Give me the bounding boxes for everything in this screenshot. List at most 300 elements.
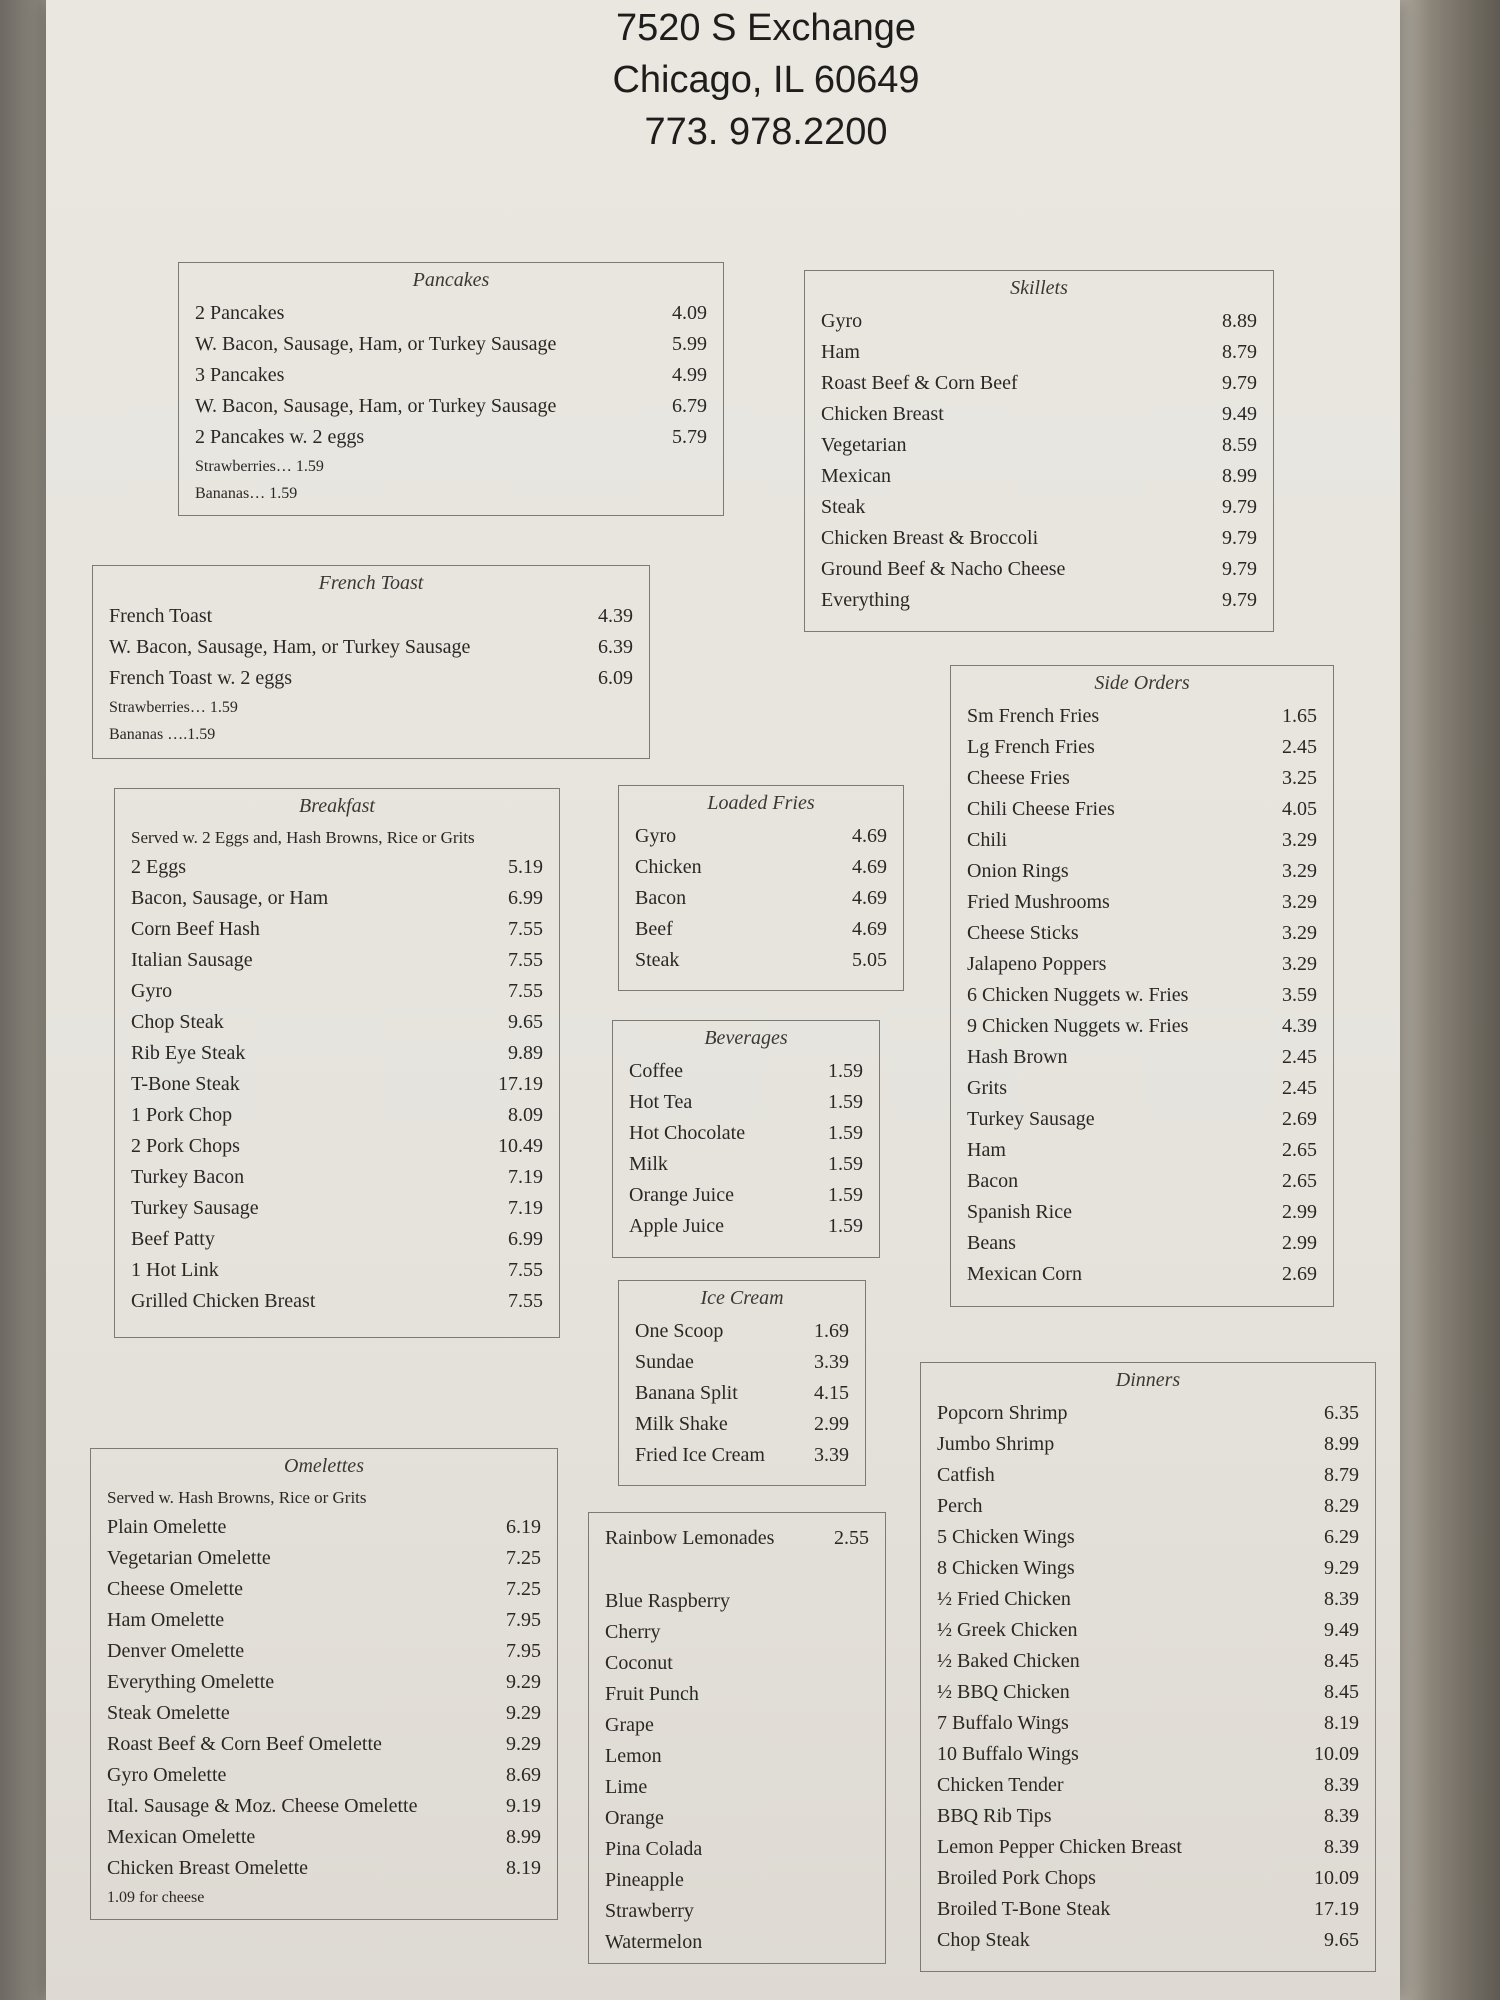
menu-item-row [967,918,1317,949]
menu-item-price: 3.39 [814,1444,849,1466]
menu-item-row [937,1832,1359,1863]
menu-item-row [629,1149,863,1180]
menu-item-row [967,1104,1317,1135]
menu-item-name: Beans [967,1232,1016,1254]
menu-item-price: 3.39 [814,1351,849,1373]
restaurant-header [546,2,986,158]
menu-item-name: 9 Chicken Nuggets w. Fries [967,1015,1189,1037]
menu-item-price: 7.55 [508,980,543,1002]
menu-item-name: Orange Juice [629,1184,734,1206]
menu-item-name: Turkey Sausage [131,1197,259,1219]
menu-item-price: 3.59 [1282,984,1317,1006]
menu-item-price: 8.45 [1324,1681,1359,1703]
menu-item-row [635,914,887,945]
menu-item-name: W. Bacon, Sausage, Ham, or Turkey Sausage [195,333,557,355]
menu-item-price: 2.45 [1282,1077,1317,1099]
menu-item-price: 8.45 [1324,1650,1359,1672]
menu-item-row [937,1584,1359,1615]
menu-item-name: Jumbo Shrimp [937,1433,1055,1455]
menu-item-name: ½ Greek Chicken [937,1619,1078,1641]
menu-item-price: 1.59 [828,1215,863,1237]
section-title: French Toast [318,572,424,594]
menu-item-row [195,329,707,360]
menu-item-row [635,1409,849,1440]
menu-item-row [195,360,707,391]
menu-item-name: Mexican [821,465,891,487]
menu-item-name: One Scoop [635,1320,724,1342]
section-title: Loaded Fries [707,792,815,814]
menu-item-row [937,1646,1359,1677]
menu-item-row [107,1853,541,1884]
menu-item-price: 4.39 [1282,1015,1317,1037]
menu-item-price: 6.99 [508,887,543,909]
menu-item-row [967,1011,1317,1042]
french-toast-section [92,565,650,759]
menu-item-name: 10 Buffalo Wings [937,1743,1079,1765]
menu-item-row [109,663,633,694]
menu-item-price: 7.55 [508,949,543,971]
menu-item-price: 8.39 [1324,1588,1359,1610]
menu-item-row [821,492,1257,523]
menu-item-name: Beef Patty [131,1228,215,1250]
section-note: Bananas ….1.59 [109,726,216,743]
menu-item-name: Bacon [967,1170,1019,1192]
menu-item-row [629,1087,863,1118]
menu-item-price: 8.29 [1324,1495,1359,1517]
menu-item-name: Ital. Sausage & Moz. Cheese Omelette [107,1795,418,1817]
menu-item-name: 6 Chicken Nuggets w. Fries [967,984,1189,1006]
menu-item-row [821,554,1257,585]
menu-item-name: Sundae [635,1351,694,1373]
menu-item-row [821,523,1257,554]
menu-item-price: 8.39 [1324,1836,1359,1858]
lemonade-flavor: Blue Raspberry [605,1590,730,1612]
menu-item-price: 9.65 [508,1011,543,1033]
lemonade-flavor: Strawberry [605,1900,694,1922]
menu-item-price: 6.29 [1324,1526,1359,1548]
menu-item-row [821,461,1257,492]
menu-item-price: 2.99 [1282,1232,1317,1254]
lemonades-price: 2.55 [834,1527,869,1549]
menu-item-row [109,601,633,632]
section-note: Strawberries… 1.59 [109,699,238,716]
menu-item-price: 9.29 [506,1671,541,1693]
menu-item-row [107,1667,541,1698]
menu-item-price: 8.89 [1222,310,1257,332]
menu-item-name: Banana Split [635,1382,738,1404]
menu-item-price: 2.99 [814,1413,849,1435]
address-line: 7520 S Exchange [615,7,916,49]
menu-item-price: 5.99 [672,333,707,355]
menu-item-price: 5.79 [672,426,707,448]
lemonade-flavor: Orange [605,1807,664,1829]
menu-item-price: 7.25 [506,1547,541,1569]
menu-item-row [967,856,1317,887]
menu-item-price: 9.49 [1324,1619,1359,1641]
lemonade-flavor: Fruit Punch [605,1683,699,1705]
lemonade-flavor: Pina Colada [605,1838,703,1860]
menu-item-name: 8 Chicken Wings [937,1557,1075,1579]
menu-item-name: Turkey Sausage [967,1108,1095,1130]
menu-item-row [821,368,1257,399]
menu-item-row [937,1460,1359,1491]
menu-item-price: 1.59 [828,1153,863,1175]
menu-item-name: T-Bone Steak [131,1073,240,1095]
menu-item-price: 4.09 [672,302,707,324]
menu-item-name: Gyro [131,980,173,1002]
lemonade-flavor: Lemon [605,1745,662,1767]
menu-item-row [131,1131,543,1162]
menu-item-name: 2 Pancakes w. 2 eggs [195,426,365,448]
menu-item-price: 6.99 [508,1228,543,1250]
menu-item-price: 7.95 [506,1640,541,1662]
menu-item-price: 2.69 [1282,1263,1317,1285]
menu-item-row [967,1135,1317,1166]
menu-item-row [967,949,1317,980]
menu-item-price: 2.65 [1282,1170,1317,1192]
menu-item-name: Broiled Pork Chops [937,1867,1096,1889]
menu-item-name: 5 Chicken Wings [937,1526,1075,1548]
menu-item-row [107,1543,541,1574]
menu-item-row [107,1698,541,1729]
menu-item-price: 1.69 [814,1320,849,1342]
phone-line: 773. 978.2200 [644,111,888,153]
menu-item-price: 7.95 [506,1609,541,1631]
menu-item-name: Everything [821,589,910,611]
menu-item-name: Chicken [635,856,702,878]
menu-item-row [107,1636,541,1667]
menu-item-row [635,852,887,883]
menu-item-price: 8.39 [1324,1805,1359,1827]
menu-item-row [967,701,1317,732]
menu-item-price: 4.99 [672,364,707,386]
menu-item-price: 1.59 [828,1184,863,1206]
menu-item-row [937,1801,1359,1832]
menu-item-price: 17.19 [498,1073,543,1095]
menu-item-price: 9.65 [1324,1929,1359,1951]
menu-item-name: Ground Beef & Nacho Cheese [821,558,1066,580]
menu-item-name: BBQ Rib Tips [937,1805,1052,1827]
lemonades-section [588,1512,886,1964]
menu-item-price: 4.69 [852,887,887,909]
menu-item-price: 8.99 [1222,465,1257,487]
menu-item-name: Lg French Fries [967,736,1095,758]
menu-item-row [629,1211,863,1242]
menu-item-price: 1.65 [1282,705,1317,727]
menu-item-row [107,1791,541,1822]
menu-item-row [131,1069,543,1100]
menu-item-row [967,1228,1317,1259]
lemonade-flavor: Cherry [605,1621,661,1643]
menu-item-price: 6.39 [598,636,633,658]
menu-item-price: 2.99 [1282,1201,1317,1223]
menu-item-price: 5.05 [852,949,887,971]
menu-item-row [635,1316,849,1347]
menu-item-row [937,1398,1359,1429]
menu-item-row [131,1255,543,1286]
dinners-section [920,1362,1376,1972]
menu-item-price: 17.19 [1314,1898,1359,1920]
menu-item-name: Jalapeno Poppers [967,953,1107,975]
section-note: 1.09 for cheese [107,1889,205,1906]
menu-item-name: Ham [967,1139,1006,1161]
beverages-section [612,1020,880,1258]
menu-item-name: French Toast w. 2 eggs [109,667,293,689]
lemonade-flavor: Grape [605,1714,654,1736]
section-title: Breakfast [299,795,375,817]
menu-item-name: W. Bacon, Sausage, Ham, or Turkey Sausage [109,636,471,658]
menu-item-name: Chili Cheese Fries [967,798,1115,820]
menu-item-row [937,1429,1359,1460]
section-title: Pancakes [412,269,490,291]
menu-item-name: Grits [967,1077,1007,1099]
menu-item-price: 8.09 [508,1104,543,1126]
menu-item-price: 7.19 [508,1166,543,1188]
menu-item-row [937,1770,1359,1801]
menu-item-price: 3.25 [1282,767,1317,789]
menu-item-price: 4.15 [814,1382,849,1404]
menu-item-price: 3.29 [1282,860,1317,882]
menu-item-row [967,1042,1317,1073]
menu-item-name: 3 Pancakes [195,364,285,386]
menu-item-price: 8.99 [506,1826,541,1848]
menu-item-name: French Toast [109,605,213,627]
menu-item-row [131,1224,543,1255]
menu-item-price: 9.29 [506,1702,541,1724]
menu-item-row [967,1259,1317,1290]
menu-item-price: 9.79 [1222,558,1257,580]
menu-item-name: Fried Ice Cream [635,1444,765,1466]
menu-item-name: Coffee [629,1060,684,1082]
menu-item-row [635,1347,849,1378]
menu-item-price: 7.25 [506,1578,541,1600]
menu-item-row [107,1512,541,1543]
menu-item-name: Bacon [635,887,687,909]
menu-item-price: 6.35 [1324,1402,1359,1424]
section-note: Strawberries… 1.59 [195,458,324,475]
menu-item-name: Chicken Breast [821,403,944,425]
menu-item-price: 2.65 [1282,1139,1317,1161]
menu-item-name: Ham Omelette [107,1609,225,1631]
menu-item-row [635,883,887,914]
menu-item-price: 1.59 [828,1122,863,1144]
menu-item-price: 9.29 [1324,1557,1359,1579]
menu-item-name: Chicken Tender [937,1774,1064,1796]
menu-item-row [821,585,1257,616]
menu-item-name: Denver Omelette [107,1640,245,1662]
menu-item-name: Popcorn Shrimp [937,1402,1068,1424]
menu-item-name: Plain Omelette [107,1516,227,1538]
menu-item-name: 2 Pancakes [195,302,285,324]
menu-item-price: 6.09 [598,667,633,689]
menu-item-price: 7.55 [508,918,543,940]
menu-item-name: Catfish [937,1464,995,1486]
menu-item-row [821,306,1257,337]
menu-item-price: 5.19 [508,856,543,878]
menu-item-price: 7.55 [508,1290,543,1312]
menu-item-price: 3.29 [1282,829,1317,851]
lemonade-flavor: Coconut [605,1652,673,1674]
menu-item-name: W. Bacon, Sausage, Ham, or Turkey Sausage [195,395,557,417]
menu-item-name: Ham [821,341,860,363]
menu-item-price: 8.69 [506,1764,541,1786]
menu-item-row [967,980,1317,1011]
menu-item-row [821,430,1257,461]
menu-item-price: 8.19 [506,1857,541,1879]
menu-item-price: 2.45 [1282,736,1317,758]
menu-item-name: Mexican Omelette [107,1826,256,1848]
section-subtitle: Served w. 2 Eggs and, Hash Browns, Rice or Grits [131,828,475,847]
lemonade-flavor-list [605,1586,869,1958]
menu-item-row [937,1615,1359,1646]
lemonade-flavor: Watermelon [605,1931,703,1953]
menu-item-row [131,976,543,1007]
menu-item-row [821,399,1257,430]
menu-item-row [937,1677,1359,1708]
menu-item-row [635,1440,849,1471]
menu-item-price: 4.69 [852,856,887,878]
menu-item-price: 2.45 [1282,1046,1317,1068]
menu-item-name: Hot Tea [629,1091,693,1113]
menu-item-row [967,763,1317,794]
skillets-section [804,270,1274,632]
menu-item-name: ½ Fried Chicken [937,1588,1071,1610]
menu-item-row [635,1378,849,1409]
menu-item-name: Corn Beef Hash [131,918,260,940]
menu-item-row [937,1491,1359,1522]
section-title: Side Orders [1094,672,1190,694]
menu-item-price: 4.69 [852,825,887,847]
menu-item-name: Cheese Omelette [107,1578,244,1600]
menu-item-row [937,1708,1359,1739]
menu-item-price: 1.59 [828,1060,863,1082]
menu-item-row [107,1822,541,1853]
menu-item-row [131,1193,543,1224]
menu-item-row [967,825,1317,856]
menu-item-name: 1 Hot Link [131,1259,219,1281]
menu-item-row [131,1286,543,1317]
menu-item-row [635,821,887,852]
menu-item-price: 4.05 [1282,798,1317,820]
menu-item-name: Vegetarian [821,434,907,456]
loaded-fries-section [618,785,904,991]
menu-item-name: Steak [635,949,680,971]
menu-item-name: Chop Steak [131,1011,224,1033]
menu-item-row [195,422,707,453]
menu-item-price: 6.19 [506,1516,541,1538]
menu-item-row [937,1553,1359,1584]
menu-item-name: Bacon, Sausage, or Ham [131,887,329,909]
menu-item-name: Roast Beef & Corn Beef Omelette [107,1733,382,1755]
menu-item-name: Vegetarian Omelette [107,1547,271,1569]
menu-item-name: Mexican Corn [967,1263,1082,1285]
menu-item-name: Cheese Fries [967,767,1070,789]
menu-item-row [629,1118,863,1149]
menu-item-name: ½ BBQ Chicken [937,1681,1070,1703]
menu-item-price: 7.55 [508,1259,543,1281]
menu-item-price: 2.69 [1282,1108,1317,1130]
menu-item-name: Steak Omelette [107,1702,230,1724]
section-title: Beverages [704,1027,788,1049]
menu-item-row [967,1073,1317,1104]
menu-item-price: 6.79 [672,395,707,417]
side-orders-section [950,665,1334,1307]
menu-item-price: 9.79 [1222,496,1257,518]
menu-item-row [937,1925,1359,1956]
section-title: Skillets [1010,277,1068,299]
menu-item-row [131,1007,543,1038]
menu-item-row [131,945,543,976]
menu-item-price: 8.99 [1324,1433,1359,1455]
menu-item-price: 9.79 [1222,589,1257,611]
menu-item-row [131,1038,543,1069]
menu-item-name: 2 Pork Chops [131,1135,240,1157]
menu-item-name: Onion Rings [967,860,1069,882]
menu-item-name: Gyro [821,310,863,332]
section-title: Omelettes [284,1455,364,1477]
menu-item-name: Apple Juice [629,1215,724,1237]
menu-item-name: Chili [967,829,1008,851]
menu-item-name: Grilled Chicken Breast [131,1290,316,1312]
menu-item-price: 8.19 [1324,1712,1359,1734]
menu-item-price: 4.69 [852,918,887,940]
menu-item-name: Roast Beef & Corn Beef [821,372,1018,394]
menu-item-row [821,337,1257,368]
menu-item-name: 7 Buffalo Wings [937,1712,1069,1734]
menu-item-price: 3.29 [1282,953,1317,975]
menu-item-name: Broiled T-Bone Steak [937,1898,1111,1920]
menu-item-price: 10.49 [498,1135,543,1157]
menu-item-row [107,1760,541,1791]
omelettes-section [90,1448,558,1920]
menu-item-name: Gyro Omelette [107,1764,227,1786]
ice-cream-section [618,1280,866,1486]
menu-item-price: 3.29 [1282,922,1317,944]
menu-item-name: Perch [937,1495,983,1517]
menu-item-price: 9.89 [508,1042,543,1064]
lemonades-title: Rainbow Lemonades [605,1527,775,1549]
menu-item-name: Italian Sausage [131,949,253,971]
menu-item-row [107,1574,541,1605]
menu-item-row [131,1100,543,1131]
menu-sheet [46,0,1400,2000]
menu-item-name: Spanish Rice [967,1201,1072,1223]
section-title: Dinners [1115,1369,1181,1391]
menu-item-row [967,887,1317,918]
breakfast-section [114,788,560,1338]
menu-item-price: 3.29 [1282,891,1317,913]
menu-item-name: Gyro [635,825,677,847]
menu-item-price: 9.79 [1222,372,1257,394]
menu-item-name: Steak [821,496,866,518]
menu-item-name: Lemon Pepper Chicken Breast [937,1836,1182,1858]
menu-item-row [937,1863,1359,1894]
menu-item-row [937,1739,1359,1770]
menu-item-name: Everything Omelette [107,1671,275,1693]
menu-item-price: 8.79 [1324,1464,1359,1486]
menu-item-name: Milk [629,1153,668,1175]
section-title: Ice Cream [700,1287,784,1309]
section-note: Bananas… 1.59 [195,485,298,502]
menu-item-name: 1 Pork Chop [131,1104,233,1126]
menu-item-row [635,945,887,976]
menu-item-name: Turkey Bacon [131,1166,245,1188]
menu-item-price: 9.79 [1222,527,1257,549]
menu-item-row [967,1166,1317,1197]
lemonade-flavor: Pineapple [605,1869,684,1891]
menu-item-row [107,1729,541,1760]
city-line: Chicago, IL 60649 [612,59,920,101]
